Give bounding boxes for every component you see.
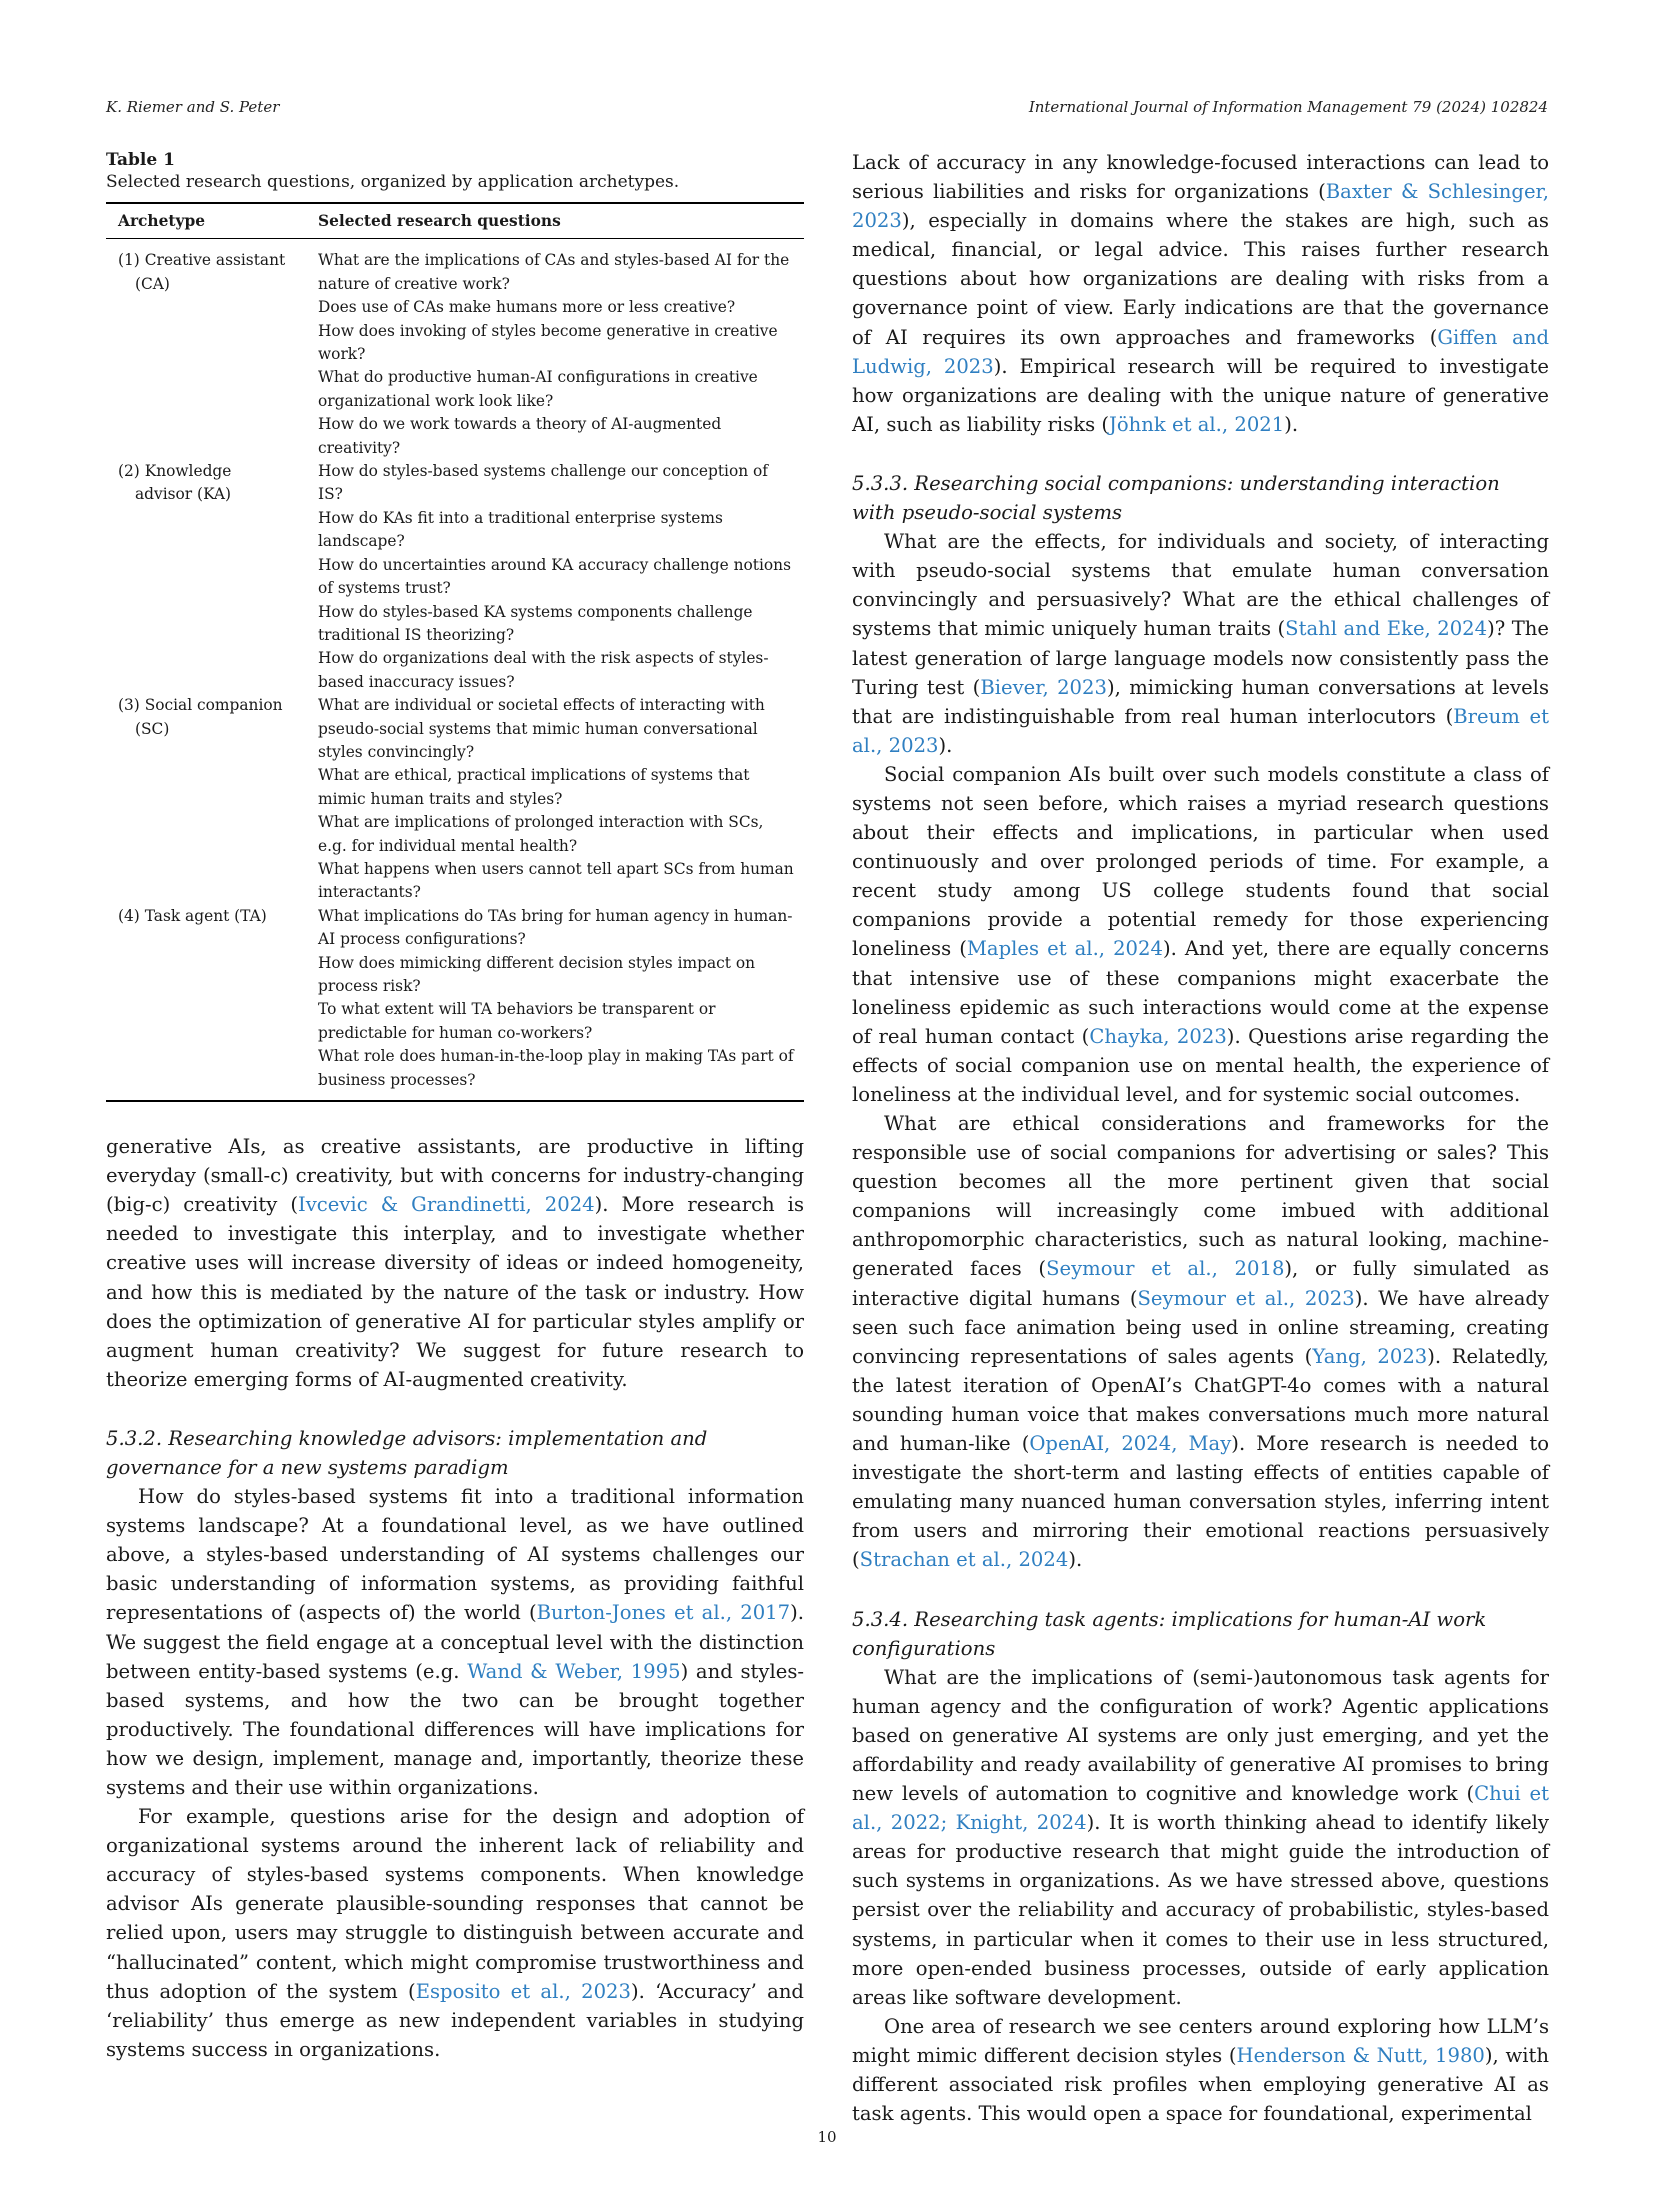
- archetype-label: (1) Creative assistant: [118, 251, 286, 270]
- research-question: What happens when users cannot tell apart SCs from human interactants?: [318, 859, 794, 902]
- research-question: What are ethical, practical implications of systems that mimic human traits and styles?: [318, 766, 750, 808]
- citation-link[interactable]: Yang, 2023: [1312, 1344, 1428, 1368]
- table-row: [106, 905, 804, 1101]
- page-number: 10: [817, 2128, 837, 2146]
- paragraph-left-1: generative AIs, as creative assistants, are productive in lifting everyday (small-c) creativity, but with concerns for industry-changing (big-c) creativity (Ivcevic & Grandinetti, 2024). More research is needed to investigate this interplay, and to investigate whether creative uses will increase diversity of ideas or indeed homogeneity, and how this is mediated by the nature of the task or industry. How does the optimization of generative AI for particular styles amplify or augment human creativity? We suggest for future research to theorize emerging forms of AI-augmented creativity.: [106, 1135, 805, 1391]
- research-question: What are the implications of CAs and styles-based AI for the nature of creative work?: [318, 251, 790, 293]
- paragraph-right-6: One area of research we see centers around exploring how LLM’s might mimic different decision styles (Henderson & Nutt, 1980), with different associated risk profiles when employing generative AI as task agents. This would open a space for foundational, experimental: [852, 2014, 1549, 2126]
- research-questions-table: [106, 202, 804, 1102]
- archetype-label: (4) Task agent (TA): [118, 906, 267, 925]
- section-heading-5-3-4: 5.3.4. Researching task agents: implications for human-AI work configurations: [852, 1607, 1487, 1660]
- citation-link[interactable]: Chayka, 2023: [1089, 1024, 1227, 1048]
- research-question: What are implications of prolonged interaction with SCs, e.g. for individual mental health?: [318, 813, 764, 855]
- citation-link[interactable]: Burton-Jones et al., 2017: [536, 1601, 791, 1625]
- citation-link[interactable]: Breum et al., 2023: [852, 704, 1549, 757]
- research-question: How does invoking of styles become generative in creative work?: [318, 321, 778, 364]
- research-question: How do organizations deal with the risk aspects of styles-based inaccuracy issues?: [318, 649, 769, 691]
- citation-link[interactable]: Ivcevic & Grandinetti, 2024: [297, 1193, 595, 1217]
- questions-cell: [306, 239, 804, 460]
- table-header-questions: Selected research questions: [306, 203, 804, 239]
- right-column: [852, 148, 1549, 2128]
- questions-cell: [306, 460, 804, 694]
- archetype-label: (SC): [135, 719, 170, 738]
- citation-link[interactable]: Jöhnk et al., 2021: [1109, 412, 1285, 436]
- paragraph-right-3: Social companion AIs built over such models constitute a class of systems not seen before, which raises a myriad research questions about their effects and implications, in particular when used continuously and over prolonged periods of time. For example, a recent study among US college students found that social companions provide a potential remedy for those experiencing loneliness (Maples et al., 2024). And yet, there are equally concerns that intensive use of these companions might exacerbate the loneliness epidemic as such interactions would come at the expense of real human contact (Chayka, 2023). Questions arise regarding the effects of social companion use on mental health, the experience of loneliness at the individual level, and for systemic social outcomes.: [852, 762, 1549, 1106]
- citation-link[interactable]: Seymour et al., 2023: [1137, 1286, 1355, 1310]
- questions-cell: [306, 694, 804, 905]
- table-header-archetype: Archetype: [106, 203, 306, 239]
- running-header-authors: K. Riemer and S. Peter: [106, 98, 280, 116]
- research-question: What implications do TAs bring for human agency in human-AI process configurations?: [318, 906, 793, 949]
- table-body: [106, 239, 804, 1101]
- research-question: How do styles-based KA systems components challenge traditional IS theorizing?: [318, 602, 753, 644]
- research-question: How do we work towards a theory of AI-augmented creativity?: [318, 415, 722, 457]
- citation-link[interactable]: Chui et al., 2022; Knight, 2024: [852, 1782, 1549, 1835]
- citation-link[interactable]: Biever, 2023: [980, 675, 1107, 699]
- section-heading-5-3-3: 5.3.3. Researching social companions: understanding interaction with pseudo-social systems: [852, 471, 1500, 525]
- paragraph-right-4: What are ethical considerations and frameworks for the responsible use of social companions for advertising or sales? This question becomes all the more pertinent given that social companions will increasingly come imbued with additional anthropomorphic characteristics, such as natural looking, machine-generated faces (Seymour et al., 2018), or fully simulated as interactive digital humans (Seymour et al., 2023). We have already seen such face animation being used in online streaming, creating convincing representations of sales agents (Yang, 2023). Relatedly, the latest iteration of OpenAI’s ChatGPT-4o comes with a natural sounding human voice that makes conversations much more natural and human-like (OpenAI, 2024, May). More research is needed to investigate the short-term and lasting effects of entities capable of emulating many nuanced human conversation styles, inferring intent from users and mirroring their emotional reactions persuasively (Strachan et al., 2024).: [852, 1112, 1550, 1572]
- table-row: [106, 694, 804, 905]
- research-question: How do uncertainties around KA accuracy challenge notions of systems trust?: [318, 555, 791, 598]
- table-title: Table 1: [106, 150, 175, 170]
- research-question: How does mimicking different decision styles impact on process risk?: [318, 953, 756, 995]
- table-row: [106, 460, 804, 694]
- archetype-cell: [106, 460, 306, 694]
- paragraph-left-2: How do styles-based systems fit into a traditional information systems landscape? At a foundational level, as we have outlined above, a styles-based understanding of AI systems challenges our basic understanding of information systems, as providing faithful representations of (aspects of) the world (Burton-Jones et al., 2017). We suggest the field engage at a conceptual level with the distinction between entity-based systems (e.g. Wand & Weber, 1995) and styles-based systems, and how the two can be brought together productively. The foundational differences will have implications for how we design, implement, manage and, importantly, theorize these systems and their use within organizations.: [106, 1485, 804, 1799]
- archetype-cell: [106, 239, 306, 460]
- archetype-cell: [106, 905, 306, 1101]
- citation-link[interactable]: Wand & Weber, 1995: [467, 1659, 681, 1683]
- research-question: To what extent will TA behaviors be transparent or predictable for human co-workers?: [318, 1000, 716, 1042]
- research-question: Does use of CAs make humans more or less creative?: [318, 298, 736, 317]
- section-heading-5-3-2: 5.3.2. Researching knowledge advisors: implementation and governance for a new systems paradigm: [106, 1426, 708, 1479]
- archetype-label: advisor (KA): [135, 485, 232, 504]
- citation-link[interactable]: Maples et al., 2024: [966, 937, 1163, 961]
- paragraph-right-1: Lack of accuracy in any knowledge-focused interactions can lead to serious liabilities and risks for organizations (Baxter & Schlesinger, 2023), especially in domains where the stakes are high, such as medical, financial, or legal advice. This raises further research questions about how organizations are dealing with risks from a governance point of view. Early indications are that the governance of AI requires its own approaches and frameworks (Giffen and Ludwig, 2023). Empirical research will be required to investigate how organizations are dealing with the unique nature of generative AI, such as liability risks (Jöhnk et al., 2021).: [852, 151, 1549, 436]
- research-question: How do KAs fit into a traditional enterprise systems landscape?: [318, 508, 723, 551]
- research-question: What role does human-in-the-loop play in making TAs part of business processes?: [318, 1047, 794, 1089]
- citation-link[interactable]: Esposito et al., 2023: [415, 1979, 631, 2003]
- citation-link[interactable]: Strachan et al., 2024: [859, 1548, 1069, 1572]
- citation-link[interactable]: Henderson & Nutt, 1980: [1236, 2043, 1485, 2067]
- left-column: [106, 150, 804, 2064]
- questions-cell: [306, 905, 804, 1101]
- research-question: How do styles-based systems challenge our conception of IS?: [318, 462, 768, 504]
- archetype-label: (3) Social companion: [118, 696, 283, 715]
- paragraph-right-5: What are the implications of (semi-)autonomous task agents for human agency and the configuration of work? Agentic applications based on generative AI systems are only just emerging, and yet the affordability and ready availability of generative AI promises to bring new levels of automation to cognitive and knowledge work (Chui et al., 2022; Knight, 2024). It is worth thinking ahead to identify likely areas for productive research that might guide the introduction of such systems in organizations. As we have stressed above, questions persist over the reliability and accuracy of probabilistic, styles-based systems, in particular when it comes to their use in less structured, more open-ended business processes, outside of early application areas like software development.: [852, 1665, 1549, 2009]
- table-row: [106, 239, 804, 460]
- citation-link[interactable]: Baxter & Schlesinger, 2023: [852, 180, 1549, 233]
- citation-link[interactable]: Stahl and Eke, 2024: [1285, 617, 1488, 641]
- table-caption: Selected research questions, organized by application archetypes.: [106, 172, 680, 192]
- research-question: What do productive human-AI configurations in creative organizational work look like?: [318, 368, 758, 410]
- research-question: What are individual or societal effects of interacting with pseudo-social systems that mimic human conversational styles convincingly?: [318, 696, 765, 761]
- archetype-cell: [106, 694, 306, 905]
- running-header-journal: International Journal of Information Management 79 (2024) 102824: [1028, 98, 1548, 116]
- paragraph-left-3: For example, questions arise for the design and adoption of organizational systems around the inherent lack of reliability and accuracy of styles-based systems components. When knowledge advisor AIs generate plausible-sounding responses that cannot be relied upon, users may struggle to distinguish between accurate and “hallucinated” content, which might compromise trustworthiness and thus adoption of the system (Esposito et al., 2023). ‘Accuracy’ and ‘reliability’ thus emerge as new independent variables in studying systems success in organizations.: [106, 1805, 804, 2061]
- paragraph-right-2: What are the effects, for individuals and society, of interacting with pseudo-social systems that emulate human conversation convincingly and persuasively? What are the ethical challenges of systems that mimic uniquely human traits (Stahl and Eke, 2024)? The latest generation of large language models now consistently pass the Turing test (Biever, 2023), mimicking human conversations at levels that are indistinguishable from real human interlocutors (Breum et al., 2023).: [852, 530, 1550, 757]
- archetype-label: (2) Knowledge: [118, 462, 232, 481]
- archetype-label: (CA): [135, 274, 170, 293]
- citation-link[interactable]: Giffen and Ludwig, 2023: [852, 325, 1549, 378]
- citation-link[interactable]: OpenAI, 2024, May: [1029, 1432, 1232, 1456]
- citation-link[interactable]: Seymour et al., 2018: [1046, 1257, 1285, 1281]
